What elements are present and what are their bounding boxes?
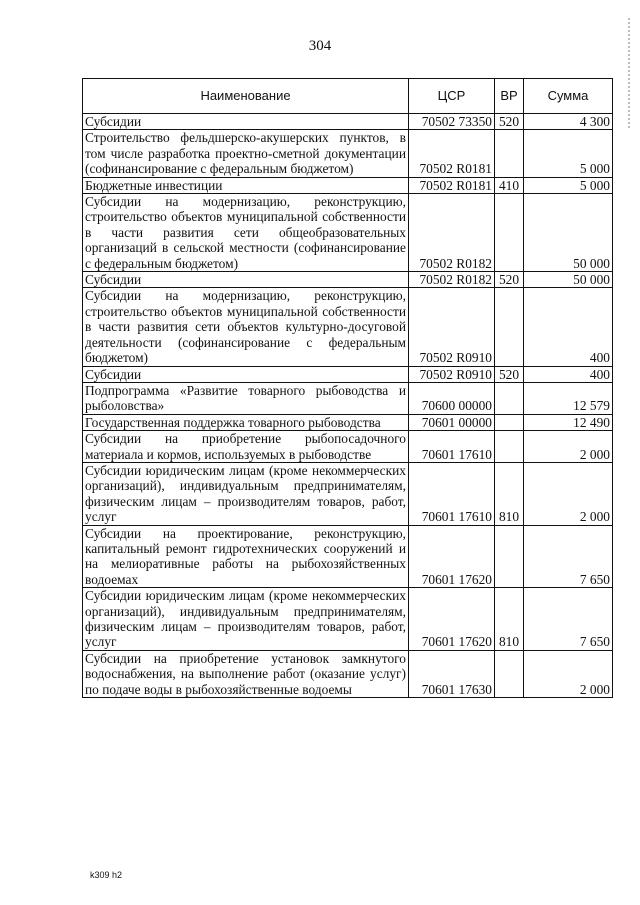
row-name: Субсидии на проектирование, реконструкцию, капитальный ремонт гидротехнических сооружений и на мелиоративные работы на рыбохозяйственных водоемах [83,525,409,588]
budget-table [82,78,613,698]
row-name: Субсидии на приобретение рыбопосадочного материала и кормов, используемых в рыбоводстве [83,431,409,463]
row-sum: 2 000 [524,431,613,463]
row-vr [495,414,524,430]
row-name: Субсидии [83,272,409,288]
table-row [83,650,613,697]
row-vr [495,431,524,463]
row-sum: 400 [524,288,613,366]
table-row [83,431,613,463]
row-sum: 7 650 [524,588,613,651]
row-sum: 5 000 [524,130,613,177]
row-vr [495,288,524,366]
row-csr: 70502 R0910 [409,288,495,366]
table-row [83,588,613,651]
row-sum: 50 000 [524,194,613,272]
row-sum: 50 000 [524,272,613,288]
row-name: Подпрограмма «Развитие товарного рыбоводства и рыболовства» [83,382,409,414]
header-vr: ВР [495,79,524,114]
table-row [83,382,613,414]
row-vr [495,130,524,177]
row-name: Субсидии на приобретение установок замкнутого водоснабжения, на выполнение работ (оказание услуг) по подаче воды в рыбохозяйственные водоемы [83,650,409,697]
row-csr: 70601 17620 [409,588,495,651]
table-row [83,130,613,177]
table-header [83,79,613,114]
row-sum: 12 579 [524,382,613,414]
row-csr: 70502 R0182 [409,194,495,272]
row-csr: 70601 17620 [409,525,495,588]
row-vr: 520 [495,114,524,130]
table-body [83,114,613,698]
row-name: Строительство фельдшерско-акушерских пунктов, в том числе разработка проектно-сметной документации (софинансирование с федеральным бюджетом) [83,130,409,177]
row-sum: 4 300 [524,114,613,130]
row-name: Субсидии [83,366,409,382]
row-vr: 520 [495,366,524,382]
row-csr: 70502 R0910 [409,366,495,382]
header-row [83,79,613,114]
row-csr: 70502 R0181 [409,130,495,177]
row-vr: 520 [495,272,524,288]
table-row [83,272,613,288]
row-csr: 70502 R0181 [409,177,495,193]
row-csr: 70600 00000 [409,382,495,414]
table-row [83,525,613,588]
row-vr [495,650,524,697]
row-vr: 810 [495,588,524,651]
table-row [83,414,613,430]
row-vr: 410 [495,177,524,193]
row-name: Бюджетные инвестиции [83,177,409,193]
header-sum: Сумма [524,79,613,114]
row-vr [495,382,524,414]
row-csr: 70601 17630 [409,650,495,697]
row-csr: 70601 00000 [409,414,495,430]
row-name: Государственная поддержка товарного рыбоводства [83,414,409,430]
row-csr: 70502 R0182 [409,272,495,288]
page-number: 304 [308,38,332,54]
table-row [83,366,613,382]
row-name: Субсидии юридическим лицам (кроме некоммерческих организаций), индивидуальным предпринимателям, физическим лицам – производителям товаров, работ, услуг [83,462,409,525]
row-sum: 7 650 [524,525,613,588]
row-sum: 12 490 [524,414,613,430]
header-csr: ЦСР [409,79,495,114]
table-row [83,194,613,272]
table-row [83,288,613,366]
row-sum: 2 000 [524,462,613,525]
row-name: Субсидии [83,114,409,130]
table-row [83,462,613,525]
row-csr: 70601 17610 [409,431,495,463]
table-row [83,114,613,130]
row-csr: 70601 17610 [409,462,495,525]
row-vr: 810 [495,462,524,525]
row-sum: 2 000 [524,650,613,697]
row-vr [495,194,524,272]
row-csr: 70502 73350 [409,114,495,130]
row-name: Субсидии на модернизацию, реконструкцию, строительство объектов муниципальной собственности в части развития сети общеобразовательных организаций в сельской местности (софинансирование с федеральным бюджетом) [83,194,409,272]
scan-edge-marks [628,18,636,128]
row-sum: 400 [524,366,613,382]
row-sum: 5 000 [524,177,613,193]
footer-code: k309 h2 [90,870,123,880]
row-name: Субсидии юридическим лицам (кроме некоммерческих организаций), индивидуальным предпринимателям, физическим лицам – производителям товаров, работ, услуг [83,588,409,651]
row-name: Субсидии на модернизацию, реконструкцию, строительство объектов муниципальной собственности в части развития сети объектов культурно-досуговой деятельности (софинансирование с федеральным бюджетом) [83,288,409,366]
header-name: Наименование [83,79,409,114]
table-row [83,177,613,193]
row-vr [495,525,524,588]
